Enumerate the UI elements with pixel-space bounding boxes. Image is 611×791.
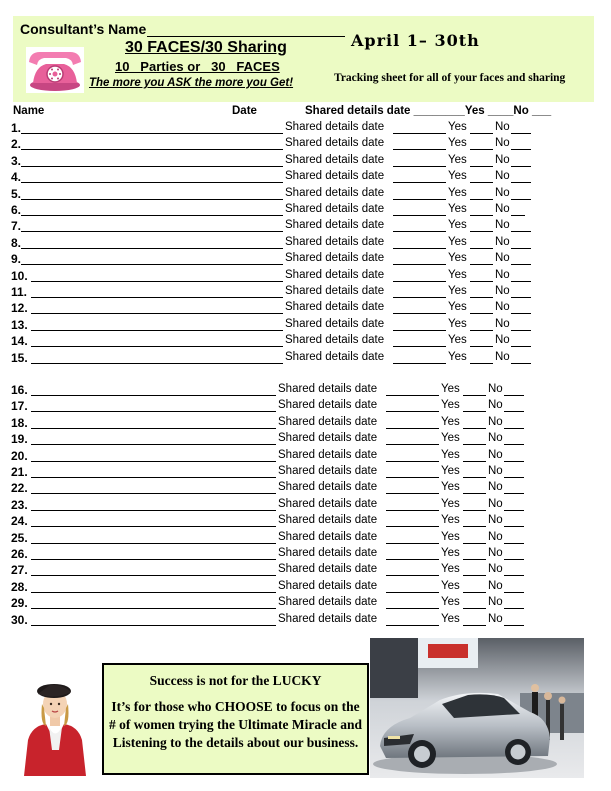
yes-label: Yes xyxy=(448,219,467,232)
list-item xyxy=(11,269,571,285)
consultant-name-line[interactable] xyxy=(147,35,345,37)
name-line[interactable] xyxy=(21,133,283,134)
list-item xyxy=(11,236,571,252)
no-label: No xyxy=(495,203,510,215)
shared-details-label: Shared details date xyxy=(285,121,385,133)
yes-line[interactable] xyxy=(463,411,486,412)
row-number: 22. xyxy=(11,481,28,496)
name-line[interactable] xyxy=(31,363,283,364)
shared-details-label: Shared details date xyxy=(278,448,378,461)
yes-label: Yes xyxy=(441,612,460,625)
shared-date-line[interactable] xyxy=(393,346,446,347)
no-line[interactable] xyxy=(504,592,524,593)
shared-details-label: Shared details date xyxy=(278,383,378,395)
list-item xyxy=(11,187,571,203)
yes-line[interactable] xyxy=(463,543,486,544)
column-date-header: Date xyxy=(232,105,257,117)
yes-line[interactable] xyxy=(463,526,486,527)
no-label: No xyxy=(495,268,510,281)
name-line[interactable] xyxy=(31,297,283,298)
list-item xyxy=(11,399,571,415)
no-label: No xyxy=(495,235,510,248)
list-item xyxy=(11,121,571,137)
no-label: No xyxy=(495,334,510,347)
no-label: No xyxy=(488,563,503,576)
list-item xyxy=(11,449,571,465)
yes-line[interactable] xyxy=(470,182,493,183)
shared-date-line[interactable] xyxy=(386,395,439,396)
shared-details-label: Shared details date xyxy=(285,268,385,281)
yes-label: Yes xyxy=(448,334,467,347)
woman-consultant-image xyxy=(22,680,88,776)
name-line[interactable] xyxy=(21,248,283,249)
no-line[interactable] xyxy=(504,575,524,576)
list-item xyxy=(11,301,571,317)
yes-line[interactable] xyxy=(463,592,486,593)
list-item xyxy=(11,580,571,596)
shared-date-line[interactable] xyxy=(386,592,439,593)
list-item xyxy=(11,547,571,563)
shared-details-label: Shared details date xyxy=(285,285,385,297)
list-item xyxy=(11,351,571,367)
success-headline: Success is not for the LUCKY xyxy=(149,673,322,688)
consultant-name-field[interactable] xyxy=(20,21,345,37)
no-label: No xyxy=(495,285,510,297)
list-item xyxy=(11,432,571,448)
yes-label: Yes xyxy=(441,415,460,428)
shared-date-line[interactable] xyxy=(393,363,446,364)
yes-label: Yes xyxy=(441,563,460,576)
no-label: No xyxy=(488,514,503,527)
list-item xyxy=(11,498,571,514)
no-line[interactable] xyxy=(504,493,524,494)
no-line[interactable] xyxy=(511,297,531,298)
name-line[interactable] xyxy=(31,608,276,609)
no-label: No xyxy=(488,596,503,609)
no-line[interactable] xyxy=(511,149,531,150)
name-line[interactable] xyxy=(31,346,283,347)
no-label: No xyxy=(495,170,510,183)
shared-date-line[interactable] xyxy=(386,477,439,478)
no-line[interactable] xyxy=(511,133,531,134)
row-number: 20. xyxy=(11,448,28,463)
row-number: 1. xyxy=(11,121,22,135)
yes-label: Yes xyxy=(448,268,467,281)
yes-line[interactable] xyxy=(463,428,486,429)
name-line[interactable] xyxy=(31,395,276,396)
list-item xyxy=(11,334,571,350)
no-line[interactable] xyxy=(511,231,531,232)
shared-date-line[interactable] xyxy=(386,428,439,429)
shared-details-label: Shared details date xyxy=(278,530,378,543)
shared-details-label: Shared details date xyxy=(285,203,385,215)
shared-details-label: Shared details date xyxy=(285,252,385,265)
page-title: 30 FACES/30 Sharing xyxy=(125,39,287,56)
yes-line[interactable] xyxy=(470,281,493,282)
row-number: 9. xyxy=(11,252,22,267)
name-line[interactable] xyxy=(31,625,276,626)
no-line[interactable] xyxy=(504,461,524,462)
no-line[interactable] xyxy=(504,510,524,511)
no-line[interactable] xyxy=(504,411,524,412)
row-number: 2. xyxy=(11,137,22,152)
tracking-description: Tracking sheet for all of your faces and sharing xyxy=(334,72,566,84)
yes-label: Yes xyxy=(448,170,467,183)
list-item xyxy=(11,137,571,153)
no-label: No xyxy=(488,579,503,592)
column-name-header: Name xyxy=(13,105,45,117)
name-line[interactable] xyxy=(31,411,276,412)
shared-details-label: Shared details date xyxy=(285,235,385,248)
name-line[interactable] xyxy=(31,428,276,429)
shared-details-label: Shared details date xyxy=(278,432,378,445)
yes-label: Yes xyxy=(441,497,460,510)
no-label: No xyxy=(495,252,510,265)
row-number: 6. xyxy=(11,203,22,217)
row-number: 10. xyxy=(11,268,28,283)
shared-details-label: Shared details date xyxy=(278,481,378,494)
yes-line[interactable] xyxy=(463,575,486,576)
row-number: 15. xyxy=(11,350,28,365)
name-line[interactable] xyxy=(21,231,283,232)
row-number: 25. xyxy=(11,530,28,545)
shared-date-line[interactable] xyxy=(393,215,446,216)
pink-telephone-icon xyxy=(26,47,84,93)
list-item xyxy=(11,465,571,481)
shared-date-line[interactable] xyxy=(386,411,439,412)
no-line[interactable] xyxy=(504,625,524,626)
row-number: 12. xyxy=(11,301,28,316)
row-number: 19. xyxy=(11,432,28,447)
row-number: 3. xyxy=(11,153,22,168)
date-range: April 1– 30th xyxy=(351,31,480,50)
shared-date-line[interactable] xyxy=(393,133,446,134)
no-line[interactable] xyxy=(504,526,524,527)
yes-label: Yes xyxy=(441,481,460,494)
name-line[interactable] xyxy=(21,264,283,265)
no-label: No xyxy=(488,432,503,445)
row-number: 7. xyxy=(11,219,22,234)
no-label: No xyxy=(488,530,503,543)
no-line[interactable] xyxy=(511,215,525,216)
yes-line[interactable] xyxy=(463,395,486,396)
shared-details-label: Shared details date xyxy=(278,415,378,428)
shared-date-line[interactable] xyxy=(393,149,446,150)
row-number: 27. xyxy=(11,563,28,578)
parties-subtitle: 10 Parties or 30 FACES xyxy=(115,59,280,74)
no-line[interactable] xyxy=(511,248,531,249)
shared-date-line[interactable] xyxy=(386,559,439,560)
ask-more-slogan: The more you ASK the more you Get! xyxy=(89,77,294,89)
no-line[interactable] xyxy=(511,166,531,167)
yes-label: Yes xyxy=(448,301,467,314)
no-label: No xyxy=(488,612,503,625)
shared-date-line[interactable] xyxy=(393,231,446,232)
list-item xyxy=(11,219,571,235)
no-label: No xyxy=(495,121,510,133)
shared-date-line[interactable] xyxy=(393,264,446,265)
no-line[interactable] xyxy=(511,330,531,331)
no-label: No xyxy=(495,186,510,199)
shared-date-line[interactable] xyxy=(393,248,446,249)
yes-line[interactable] xyxy=(470,166,493,167)
yes-label: Yes xyxy=(441,448,460,461)
yes-line[interactable] xyxy=(463,461,486,462)
list-item xyxy=(11,416,571,432)
yes-label: Yes xyxy=(441,596,460,609)
name-line[interactable] xyxy=(31,493,276,494)
no-label: No xyxy=(488,481,503,494)
yes-line[interactable] xyxy=(463,559,486,560)
row-number: 8. xyxy=(11,235,22,250)
shared-date-line[interactable] xyxy=(386,461,439,462)
no-label: No xyxy=(488,547,503,559)
list-item xyxy=(11,252,571,268)
yes-label: Yes xyxy=(441,547,460,559)
row-number: 29. xyxy=(11,596,28,611)
no-line[interactable] xyxy=(504,543,524,544)
row-number: 17. xyxy=(11,399,28,414)
yes-label: Yes xyxy=(441,530,460,543)
shared-date-line[interactable] xyxy=(393,199,446,200)
no-label: No xyxy=(495,350,510,363)
yes-label: Yes xyxy=(448,350,467,363)
shared-details-label: Shared details date xyxy=(278,497,378,510)
yes-line[interactable] xyxy=(463,493,486,494)
name-line[interactable] xyxy=(31,543,276,544)
yes-line[interactable] xyxy=(470,215,493,216)
shared-details-label: Shared details date xyxy=(285,301,385,314)
yes-label: Yes xyxy=(448,137,467,150)
shared-details-label: Shared details date xyxy=(285,350,385,363)
yes-line[interactable] xyxy=(470,297,493,298)
list-item xyxy=(11,481,571,497)
no-line[interactable] xyxy=(511,264,531,265)
name-line[interactable] xyxy=(21,199,283,200)
yes-label: Yes xyxy=(448,203,467,215)
list-item xyxy=(11,285,571,301)
yes-label: Yes xyxy=(448,153,467,166)
yes-line[interactable] xyxy=(470,346,493,347)
yes-line[interactable] xyxy=(470,248,493,249)
name-line[interactable] xyxy=(21,182,283,183)
shared-date-line[interactable] xyxy=(386,608,439,609)
list-item xyxy=(11,563,571,579)
yes-label: Yes xyxy=(441,514,460,527)
success-message-box xyxy=(102,663,369,775)
row-number: 26. xyxy=(11,547,28,561)
name-line[interactable] xyxy=(21,166,283,167)
row-number: 24. xyxy=(11,514,28,529)
no-label: No xyxy=(488,383,503,395)
yes-label: Yes xyxy=(448,121,467,133)
shared-date-line[interactable] xyxy=(393,330,446,331)
row-number: 13. xyxy=(11,317,28,332)
list-item xyxy=(11,170,571,186)
no-line[interactable] xyxy=(504,477,524,478)
list-item xyxy=(11,613,571,629)
yes-line[interactable] xyxy=(470,231,493,232)
row-number: 21. xyxy=(11,465,28,479)
name-line[interactable] xyxy=(21,215,283,216)
shared-date-line[interactable] xyxy=(393,182,446,183)
yes-label: Yes xyxy=(441,432,460,445)
shared-date-line[interactable] xyxy=(393,166,446,167)
yes-line[interactable] xyxy=(470,149,493,150)
yes-line[interactable] xyxy=(470,330,493,331)
yes-label: Yes xyxy=(448,252,467,265)
no-line[interactable] xyxy=(504,608,524,609)
yes-label: Yes xyxy=(441,399,460,412)
no-label: No xyxy=(495,301,510,314)
no-line[interactable] xyxy=(511,363,531,364)
shared-details-label: Shared details date xyxy=(278,514,378,527)
name-line[interactable] xyxy=(31,510,276,511)
shared-date-line[interactable] xyxy=(386,575,439,576)
shared-date-line[interactable] xyxy=(386,543,439,544)
yes-line[interactable] xyxy=(463,608,486,609)
shared-details-label: Shared details date xyxy=(278,579,378,592)
yes-label: Yes xyxy=(448,285,467,297)
name-line[interactable] xyxy=(31,461,276,462)
no-label: No xyxy=(488,399,503,412)
shared-details-label: Shared details date xyxy=(285,186,385,199)
yes-label: Yes xyxy=(448,317,467,330)
shared-details-label: Shared details date xyxy=(285,317,385,330)
row-number: 18. xyxy=(11,415,28,430)
row-number: 16. xyxy=(11,383,28,397)
shared-details-label: Shared details date xyxy=(278,465,378,477)
row-number: 23. xyxy=(11,497,28,512)
shared-details-label: Shared details date xyxy=(278,563,378,576)
yes-label: Yes xyxy=(441,465,460,477)
shared-date-line[interactable] xyxy=(393,281,446,282)
yes-label: Yes xyxy=(448,235,467,248)
shared-date-line[interactable] xyxy=(386,510,439,511)
shared-details-label: Shared details date xyxy=(285,153,385,166)
yes-line[interactable] xyxy=(470,133,493,134)
yes-line[interactable] xyxy=(463,477,486,478)
list-item xyxy=(11,154,571,170)
no-line[interactable] xyxy=(504,428,524,429)
yes-line[interactable] xyxy=(463,444,486,445)
name-line[interactable] xyxy=(31,477,276,478)
no-line[interactable] xyxy=(511,313,531,314)
no-label: No xyxy=(495,137,510,150)
shared-date-line[interactable] xyxy=(393,297,446,298)
row-number: 11. xyxy=(11,285,28,299)
list-item xyxy=(11,318,571,334)
no-line[interactable] xyxy=(504,559,524,560)
name-line[interactable] xyxy=(31,444,276,445)
consultant-label: Consultant’s Name xyxy=(20,21,147,37)
list-item xyxy=(11,514,571,530)
shared-date-line[interactable] xyxy=(386,493,439,494)
name-line[interactable] xyxy=(31,559,276,560)
yes-line[interactable] xyxy=(463,510,486,511)
shared-details-label: Shared details date xyxy=(285,170,385,183)
row-number: 14. xyxy=(11,334,28,349)
shared-details-label: Shared details date xyxy=(278,547,378,559)
name-line[interactable] xyxy=(31,526,276,527)
list-item xyxy=(11,531,571,547)
name-line[interactable] xyxy=(31,575,276,576)
list-item xyxy=(11,203,571,219)
no-label: No xyxy=(495,317,510,330)
yes-line[interactable] xyxy=(470,313,493,314)
row-number: 4. xyxy=(11,170,22,185)
yes-line[interactable] xyxy=(470,264,493,265)
shared-date-line[interactable] xyxy=(386,444,439,445)
shared-date-line[interactable] xyxy=(386,625,439,626)
car-showroom-image xyxy=(370,638,584,778)
no-label: No xyxy=(495,153,510,166)
no-label: No xyxy=(488,465,503,477)
no-line[interactable] xyxy=(504,444,524,445)
row-number: 30. xyxy=(11,612,28,627)
shared-details-label: Shared details date xyxy=(278,612,378,625)
shared-details-label: Shared details date xyxy=(278,596,378,609)
name-line[interactable] xyxy=(31,330,283,331)
no-line[interactable] xyxy=(511,182,531,183)
name-line[interactable] xyxy=(31,592,276,593)
shared-details-label: Shared details date xyxy=(285,137,385,150)
yes-line[interactable] xyxy=(470,363,493,364)
no-line[interactable] xyxy=(511,281,531,282)
yes-label: Yes xyxy=(448,186,467,199)
shared-details-label: Shared details date xyxy=(278,399,378,412)
row-number: 28. xyxy=(11,579,28,594)
shared-details-label: Shared details date xyxy=(285,334,385,347)
name-line[interactable] xyxy=(21,149,283,150)
yes-label: Yes xyxy=(441,383,460,395)
shared-date-line[interactable] xyxy=(393,313,446,314)
success-body: It’s for those who CHOOSE to focus on the # of women trying the Ultimate Miracle and Listening to the details about our business. xyxy=(108,699,363,750)
yes-label: Yes xyxy=(441,579,460,592)
no-line[interactable] xyxy=(511,346,531,347)
column-shared-header: Shared details date ________Yes ____No ___ xyxy=(305,105,552,117)
shared-date-line[interactable] xyxy=(386,526,439,527)
no-label: No xyxy=(495,219,510,232)
name-line[interactable] xyxy=(31,281,283,282)
no-line[interactable] xyxy=(504,395,524,396)
yes-line[interactable] xyxy=(463,625,486,626)
no-label: No xyxy=(488,448,503,461)
row-number: 5. xyxy=(11,186,22,201)
no-line[interactable] xyxy=(511,199,531,200)
no-label: No xyxy=(488,415,503,428)
name-line[interactable] xyxy=(31,313,283,314)
no-label: No xyxy=(488,497,503,510)
yes-line[interactable] xyxy=(470,199,493,200)
list-item xyxy=(11,596,571,612)
list-item xyxy=(11,383,571,399)
shared-details-label: Shared details date xyxy=(285,219,385,232)
